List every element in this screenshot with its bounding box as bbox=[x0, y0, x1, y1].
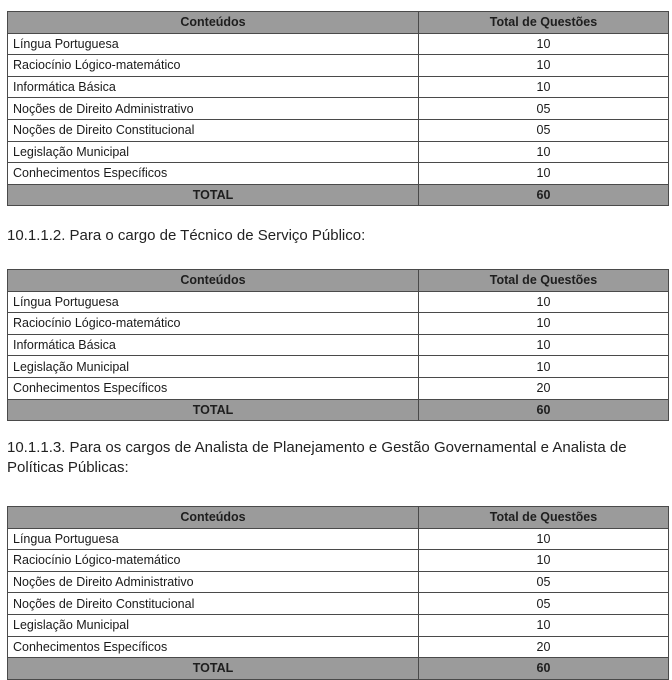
count-cell: 10 bbox=[419, 33, 669, 55]
count-cell: 10 bbox=[419, 291, 669, 313]
count-cell: 10 bbox=[419, 334, 669, 356]
count-cell: 10 bbox=[419, 356, 669, 378]
count-cell: 10 bbox=[419, 614, 669, 636]
subject-cell: Informática Básica bbox=[8, 334, 419, 356]
table-row bbox=[8, 593, 669, 615]
table-row bbox=[8, 98, 669, 120]
count-cell: 10 bbox=[419, 55, 669, 77]
subject-cell: Noções de Direito Constitucional bbox=[8, 119, 419, 141]
header-contents: Conteúdos bbox=[8, 12, 419, 34]
total-row bbox=[8, 399, 669, 421]
table-header-row bbox=[8, 507, 669, 529]
subject-cell: Noções de Direito Administrativo bbox=[8, 98, 419, 120]
table-row bbox=[8, 334, 669, 356]
count-cell: 05 bbox=[419, 571, 669, 593]
table-row bbox=[8, 163, 669, 185]
subject-cell: Conhecimentos Específicos bbox=[8, 377, 419, 399]
table-row bbox=[8, 614, 669, 636]
table-row bbox=[8, 528, 669, 550]
subject-cell: Raciocínio Lógico-matemático bbox=[8, 55, 419, 77]
table-row bbox=[8, 33, 669, 55]
count-cell: 05 bbox=[419, 98, 669, 120]
subject-cell: Noções de Direito Administrativo bbox=[8, 571, 419, 593]
header-total-questions: Total de Questões bbox=[419, 507, 669, 529]
subject-cell: Legislação Municipal bbox=[8, 356, 419, 378]
count-cell: 10 bbox=[419, 550, 669, 572]
count-cell: 10 bbox=[419, 528, 669, 550]
table-row bbox=[8, 55, 669, 77]
table-row bbox=[8, 571, 669, 593]
table-row bbox=[8, 356, 669, 378]
subject-cell: Raciocínio Lógico-matemático bbox=[8, 313, 419, 335]
total-count: 60 bbox=[419, 399, 669, 421]
subject-cell: Conhecimentos Específicos bbox=[8, 636, 419, 658]
count-cell: 05 bbox=[419, 119, 669, 141]
total-label: TOTAL bbox=[8, 399, 419, 421]
table-row bbox=[8, 291, 669, 313]
table-row bbox=[8, 313, 669, 335]
table-row bbox=[8, 76, 669, 98]
header-contents: Conteúdos bbox=[8, 270, 419, 292]
count-cell: 10 bbox=[419, 313, 669, 335]
total-count: 60 bbox=[419, 658, 669, 680]
subject-cell: Língua Portuguesa bbox=[8, 291, 419, 313]
subject-cell: Noções de Direito Constitucional bbox=[8, 593, 419, 615]
table-header-row bbox=[8, 12, 669, 34]
table-row bbox=[8, 141, 669, 163]
section-heading-2: 10.1.1.2. Para o cargo de Técnico de Serviço Público: bbox=[7, 227, 366, 244]
total-row bbox=[8, 658, 669, 680]
questions-table-1 bbox=[7, 11, 669, 206]
count-cell: 20 bbox=[419, 636, 669, 658]
table-row bbox=[8, 550, 669, 572]
count-cell: 05 bbox=[419, 593, 669, 615]
subject-cell: Língua Portuguesa bbox=[8, 33, 419, 55]
table-header-row bbox=[8, 270, 669, 292]
total-label: TOTAL bbox=[8, 658, 419, 680]
header-total-questions: Total de Questões bbox=[419, 270, 669, 292]
questions-table-3 bbox=[7, 506, 669, 680]
total-row bbox=[8, 184, 669, 206]
total-count: 60 bbox=[419, 184, 669, 206]
table-row bbox=[8, 119, 669, 141]
questions-table-2 bbox=[7, 269, 669, 421]
table-row bbox=[8, 377, 669, 399]
subject-cell: Língua Portuguesa bbox=[8, 528, 419, 550]
count-cell: 10 bbox=[419, 163, 669, 185]
header-contents: Conteúdos bbox=[8, 507, 419, 529]
subject-cell: Informática Básica bbox=[8, 76, 419, 98]
subject-cell: Raciocínio Lógico-matemático bbox=[8, 550, 419, 572]
table-row bbox=[8, 636, 669, 658]
count-cell: 10 bbox=[419, 76, 669, 98]
subject-cell: Legislação Municipal bbox=[8, 614, 419, 636]
header-total-questions: Total de Questões bbox=[419, 12, 669, 34]
section-heading-3: 10.1.1.3. Para os cargos de Analista de Planejamento e Gestão Governamental e Analista de Políticas Públicas: bbox=[7, 439, 627, 476]
subject-cell: Legislação Municipal bbox=[8, 141, 419, 163]
subject-cell: Conhecimentos Específicos bbox=[8, 163, 419, 185]
count-cell: 20 bbox=[419, 377, 669, 399]
total-label: TOTAL bbox=[8, 184, 419, 206]
count-cell: 10 bbox=[419, 141, 669, 163]
